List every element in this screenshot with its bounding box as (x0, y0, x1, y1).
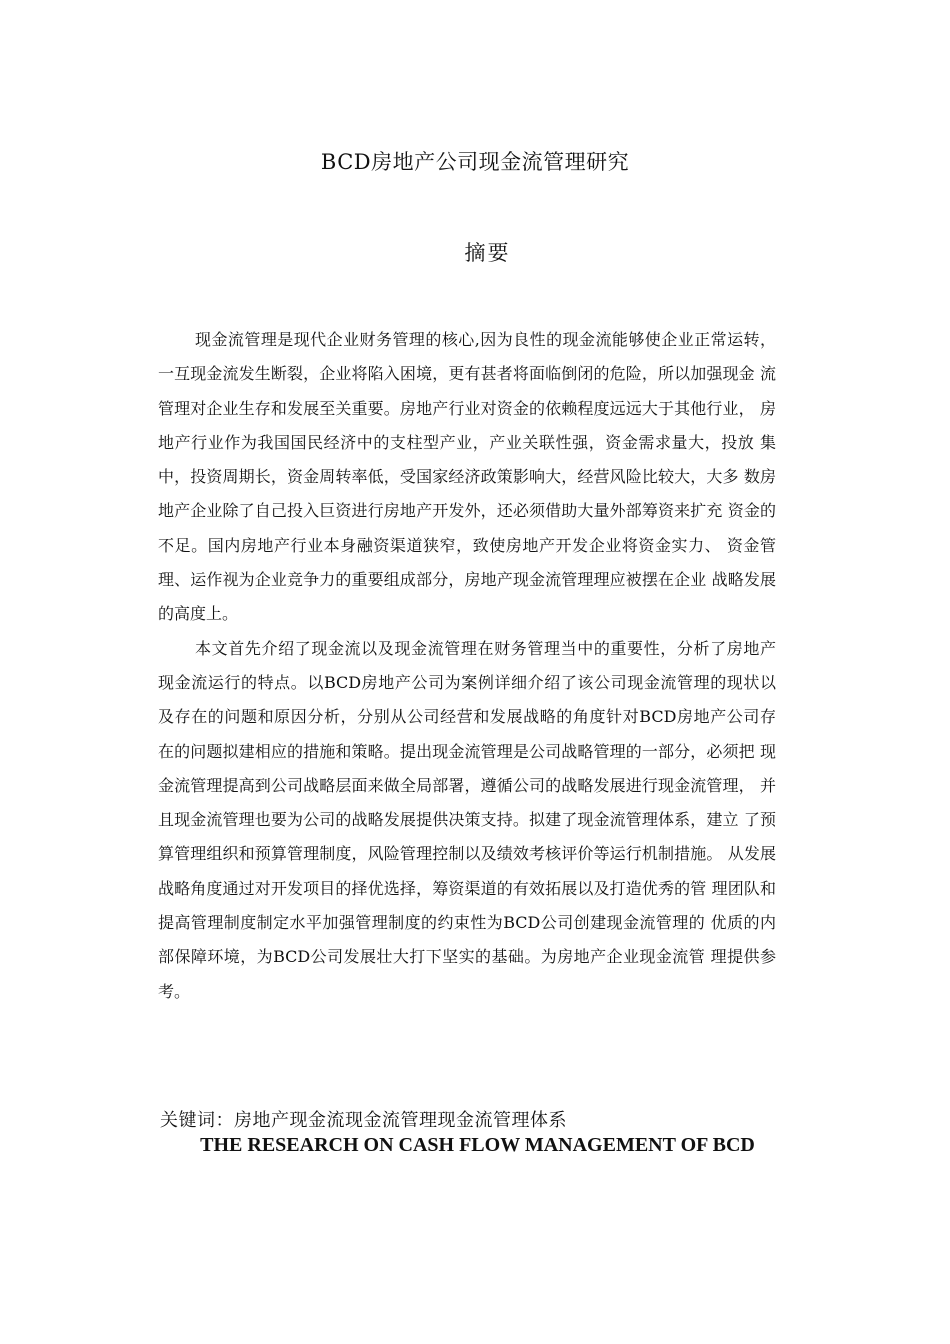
abstract-heading: 摘要 (464, 241, 511, 265)
english-title: THE RESEARCH ON CASH FLOW MANAGEMENT OF BCD (200, 1134, 755, 1156)
abstract-paragraph-1: 现金流管理是现代企业财务管理的核心,因为良性的现金流能够使企业正常运转， 一互现金流发生断裂，企业将陷入困境，更有甚者将面临倒闭的危险，所以加强现金 流管理对企业生存和发展至关重要。房地产行业对资金的依赖程度远远大于其他行业， 房地产行业作为我国国民经济中的支柱型产业，产业关联性强，资金需求量大，投放 集中，投资周期长，资金周转率低，受国家经济政策影响大，经营风险比较大，大多 数房地产企业除了自己投入巨资进行房地产开发外，还必须借助大量外部筹资来扩充 资金的不足。国内房地产行业本身融资渠道狭窄，致使房地产开发企业将资金实力、 资金管理、运作视为企业竞争力的重要组成部分，房地产现金流管理理应被摆在企业 战略发展的高度上。 (158, 330, 776, 624)
abstract-body (158, 323, 776, 1009)
keywords-line: 关键词：房地产现金流现金流管理现金流管理体系 (160, 1110, 567, 1131)
document-title: BCD房地产公司现金流管理研究 (320, 150, 630, 174)
abstract-paragraph-2: 本文首先介绍了现金流以及现金流管理在财务管理当中的重要性，分析了房地产 现金流运行的特点。以BCD房地产公司为案例详细介绍了该公司现金流管理的现状以 及存在的问题和原因分析，分别从公司经营和发展战略的角度针对BCD房地产公司存 在的问题拟建相应的措施和策略。提出现金流管理是公司战略管理的一部分，必须把 现金流管理提高到公司战略层面来做全局部署，遵循公司的战略发展进行现金流管理， 并且现金流管理也要为公司的战略发展提供决策支持。拟建了现金流管理体系，建立 了预算管理组织和预算管理制度，风险管理控制以及绩效考核评价等运行机制措施。 从发展战略角度通过对开发项目的择优选择，筹资渠道的有效拓展以及打造优秀的管 理团队和提高管理制度制定水平加强管理制度的约束性为BCD公司创建现金流管理的 优质的内部保障环境，为BCD公司发展壮大打下坚实的基础。为房地产企业现金流管 理提供参考。 (158, 638, 776, 1001)
